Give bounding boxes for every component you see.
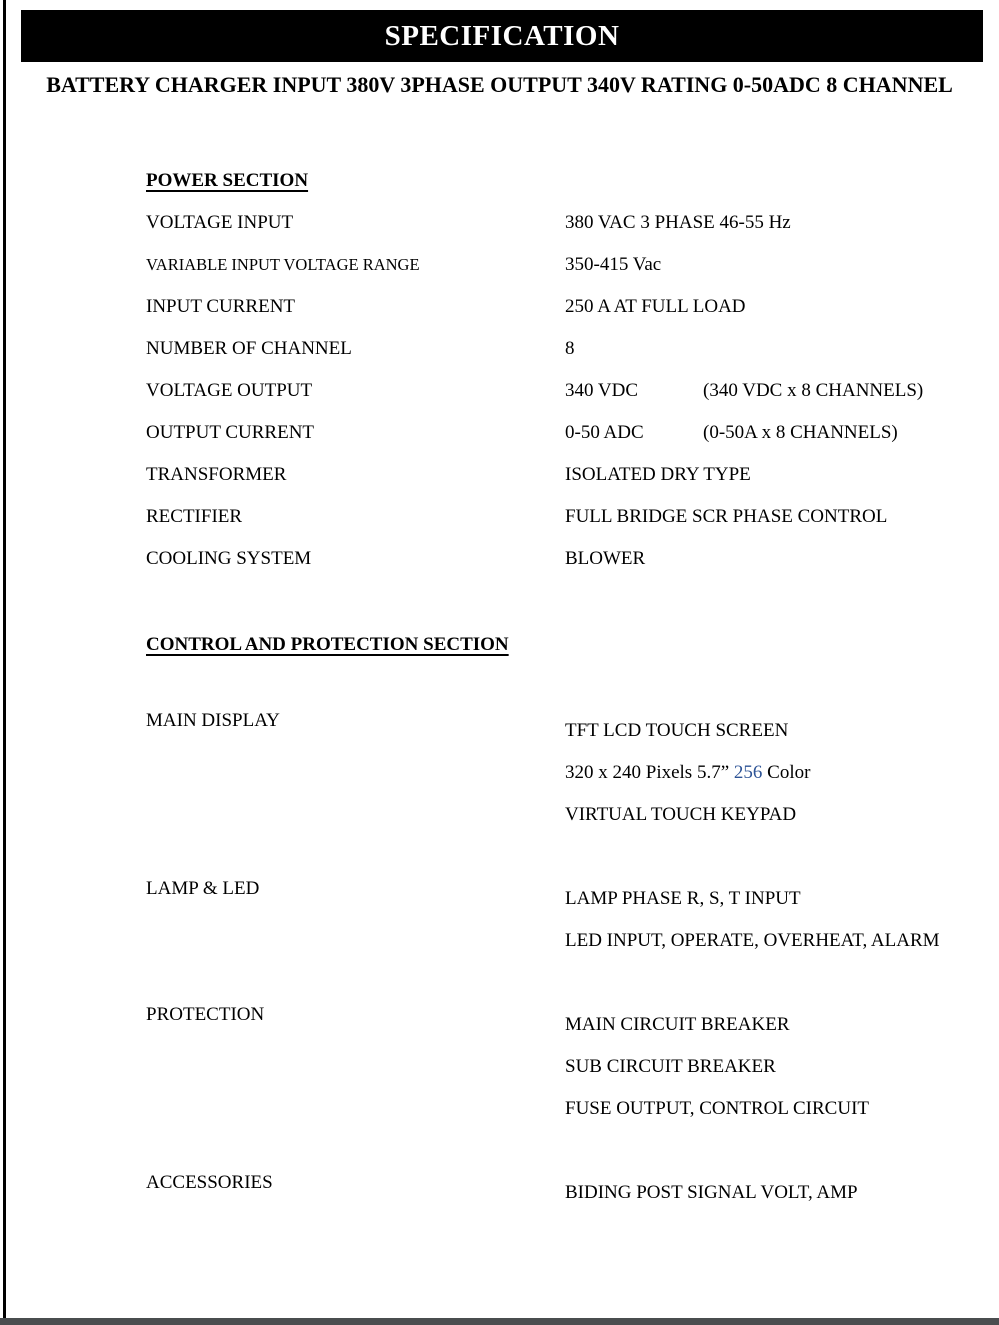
color-count-highlight: 256 bbox=[733, 762, 763, 783]
spec-value-main: 340 VDC bbox=[565, 380, 639, 401]
document-subtitle: BATTERY CHARGER INPUT 380V 3PHASE OUTPUT 340V RATING 0-50ADC 8 CHANNEL bbox=[46, 72, 953, 97]
section-control-protection bbox=[146, 624, 989, 1214]
document-body bbox=[0, 103, 999, 1214]
section-heading-control bbox=[146, 624, 989, 666]
header-bar bbox=[21, 10, 983, 62]
spec-label: VOLTAGE OUTPUT bbox=[146, 380, 313, 401]
section-heading-text: CONTROL AND PROTECTION SECTION bbox=[146, 634, 509, 655]
spec-row-number-of-channel bbox=[146, 328, 989, 370]
spec-row-input-current bbox=[146, 286, 989, 328]
spec-label: MAIN DISPLAY bbox=[146, 710, 280, 731]
spec-row-voltage-input bbox=[146, 202, 989, 244]
spec-value-lines bbox=[565, 1004, 869, 1130]
spec-label: TRANSFORMER bbox=[146, 464, 287, 485]
spec-value-main: 0-50 ADC bbox=[565, 422, 644, 443]
spec-value: MAIN CIRCUIT BREAKER bbox=[565, 1014, 790, 1035]
spec-value-lines bbox=[565, 878, 940, 962]
spec-value: BIDING POST SIGNAL VOLT, AMP bbox=[565, 1182, 858, 1203]
spec-value: FUSE OUTPUT, CONTROL CIRCUIT bbox=[565, 1098, 870, 1119]
spec-value: BLOWER bbox=[565, 548, 646, 569]
spec-group-main-display bbox=[146, 710, 989, 836]
spec-value-note: (340 VDC x 8 CHANNELS) bbox=[703, 380, 924, 401]
page-bottom-bar bbox=[0, 1318, 999, 1325]
spec-value-note: (0-50A x 8 CHANNELS) bbox=[703, 422, 898, 443]
spec-label: LAMP & LED bbox=[146, 878, 260, 899]
spec-label: INPUT CURRENT bbox=[146, 296, 296, 317]
spec-label: NUMBER OF CHANNEL bbox=[146, 338, 352, 359]
spec-group-protection bbox=[146, 1004, 989, 1130]
spec-value: 380 VAC 3 PHASE 46-55 Hz bbox=[565, 212, 791, 233]
spec-value: VIRTUAL TOUCH KEYPAD bbox=[565, 804, 797, 825]
section-heading-text: POWER SECTION bbox=[146, 170, 309, 191]
spec-row-output-current bbox=[146, 412, 989, 454]
spec-value: 350-415 Vac bbox=[565, 254, 662, 275]
spec-value bbox=[565, 370, 924, 412]
spec-value: ISOLATED DRY TYPE bbox=[565, 464, 751, 485]
spec-group-accessories bbox=[146, 1172, 989, 1214]
spec-value: FULL BRIDGE SCR PHASE CONTROL bbox=[565, 506, 888, 527]
spec-value: LAMP PHASE R, S, T INPUT bbox=[565, 888, 801, 909]
spec-value-lines bbox=[565, 710, 810, 836]
spec-value: TFT LCD TOUCH SCREEN bbox=[565, 720, 789, 741]
spec-value bbox=[565, 752, 810, 794]
spec-row-cooling-system bbox=[146, 538, 989, 580]
spec-value-lines bbox=[565, 1172, 858, 1214]
spec-row-voltage-output bbox=[146, 370, 989, 412]
spec-row-transformer bbox=[146, 454, 989, 496]
spec-label: VOLTAGE INPUT bbox=[146, 212, 294, 233]
spec-value bbox=[565, 412, 898, 454]
pixels-text-prefix: 320 x 240 Pixels 5.7” bbox=[565, 762, 734, 783]
page-title: SPECIFICATION bbox=[384, 19, 620, 52]
spec-value: 250 A AT FULL LOAD bbox=[565, 296, 746, 317]
spec-row-variable-input-voltage-range bbox=[146, 244, 989, 286]
section-power bbox=[146, 160, 989, 580]
spec-label: ACCESSORIES bbox=[146, 1172, 273, 1193]
spec-value: LED INPUT, OPERATE, OVERHEAT, ALARM bbox=[565, 930, 940, 951]
spec-value: SUB CIRCUIT BREAKER bbox=[565, 1056, 776, 1077]
spec-label: PROTECTION bbox=[146, 1004, 265, 1025]
spec-label: RECTIFIER bbox=[146, 506, 243, 527]
spec-label: OUTPUT CURRENT bbox=[146, 422, 315, 443]
spec-value: 8 bbox=[565, 338, 575, 359]
spec-group-lamp-led bbox=[146, 878, 989, 962]
spec-label: COOLING SYSTEM bbox=[146, 548, 312, 569]
spec-label: VARIABLE INPUT VOLTAGE RANGE bbox=[146, 255, 420, 274]
spec-row-rectifier bbox=[146, 496, 989, 538]
pixels-text-suffix: Color bbox=[762, 762, 811, 783]
section-heading-power bbox=[146, 160, 989, 202]
